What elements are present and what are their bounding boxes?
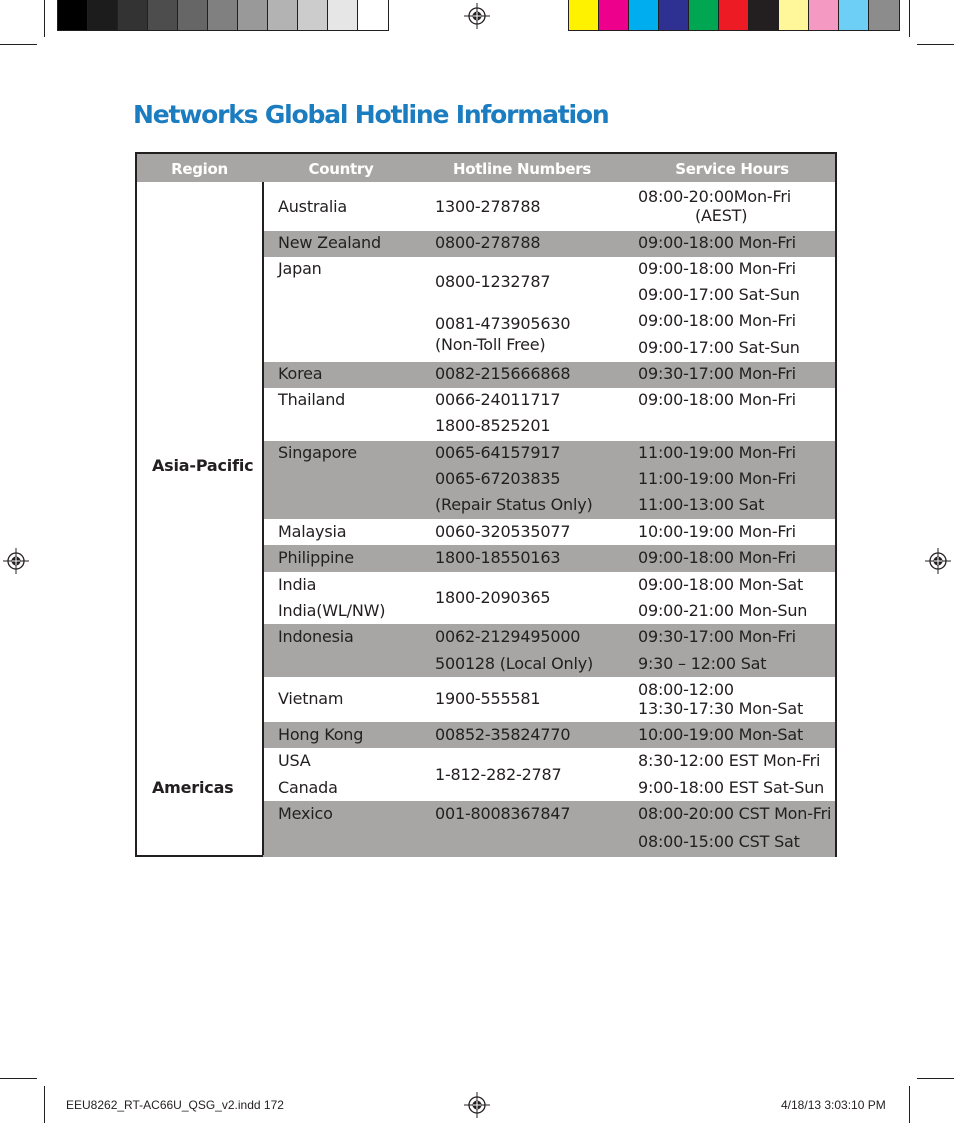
country-cell: Hong Kong (278, 725, 364, 744)
hotline-cell: 1900-555581 (435, 689, 541, 708)
hours-cell: 09:00-18:00 Mon-Fri (638, 311, 796, 330)
color-swatch (689, 0, 719, 30)
hotline-cell: (Non-Toll Free) (435, 335, 546, 354)
hotline-cell: 0062-2129495000 (435, 627, 581, 646)
hotline-cell: 0081-473905630 (435, 314, 571, 333)
footer-timestamp: 4/18/13 3:03:10 PM (781, 1098, 886, 1112)
hotline-cell: 0800-278788 (435, 233, 541, 252)
header-hotline: Hotline Numbers (453, 160, 591, 178)
crop-mark (44, 0, 45, 37)
hours-cell: 09:00-17:00 Sat-Sun (638, 285, 800, 304)
color-swatch (599, 0, 629, 30)
grayscale-color-bar (57, 0, 389, 31)
gray-swatch (358, 0, 388, 30)
country-cell: Japan (278, 259, 322, 278)
country-cell: India(WL/NW) (278, 601, 386, 620)
hotline-cell: 001-8008367847 (435, 804, 571, 823)
hours-cell: (AEST) (695, 206, 748, 225)
hotline-cell: 1800-18550163 (435, 548, 561, 567)
hours-cell: 8:30-12:00 EST Mon-Fri (638, 751, 821, 770)
hotline-cell: 1300-278788 (435, 197, 541, 216)
hotline-cell: 0800-1232787 (435, 272, 551, 291)
gray-swatch (328, 0, 358, 30)
hotline-cell: 0065-64157917 (435, 443, 561, 462)
registration-mark-icon (925, 548, 951, 574)
country-cell: Korea (278, 364, 323, 383)
process-color-bar (568, 0, 900, 31)
gray-swatch (178, 0, 208, 30)
header-country: Country (308, 160, 374, 178)
hotline-cell: 1800-8525201 (435, 416, 551, 435)
crop-mark (0, 1078, 37, 1079)
region-divider (262, 182, 264, 855)
hours-cell: 09:00-18:00 Mon-Fri (638, 233, 796, 252)
gray-swatch (238, 0, 268, 30)
color-swatch (659, 0, 689, 30)
hours-cell: 09:30-17:00 Mon-Fri (638, 627, 796, 646)
hours-cell: 08:00-20:00 CST Mon-Fri (638, 804, 832, 823)
page-title: Networks Global Hotline Information (133, 100, 609, 129)
region-americas: Americas (152, 778, 234, 797)
hours-cell: 11:00-19:00 Mon-Fri (638, 469, 796, 488)
hours-cell: 11:00-19:00 Mon-Fri (638, 443, 796, 462)
header-region: Region (171, 160, 228, 178)
gray-swatch (268, 0, 298, 30)
footer-file-info: EEU8262_RT-AC66U_QSG_v2.indd 172 (66, 1098, 284, 1112)
hours-cell: 08:00-20:00Mon-Fri (638, 187, 791, 206)
hotline-cell: 0066-24011717 (435, 390, 561, 409)
hotline-cell: 0065-67203835 (435, 469, 561, 488)
header-hours: Service Hours (675, 160, 789, 178)
country-cell: India (278, 575, 317, 594)
country-cell: USA (278, 751, 311, 770)
hours-cell: 09:00-18:00 Mon-Fri (638, 548, 796, 567)
gray-swatch (298, 0, 328, 30)
crop-mark (917, 1078, 954, 1079)
gray-swatch (88, 0, 118, 30)
country-cell: Philippine (278, 548, 354, 567)
region-asia-pacific: Asia-Pacific (152, 456, 254, 475)
country-cell: New Zealand (278, 233, 381, 252)
color-swatch (869, 0, 899, 30)
table-header (137, 154, 835, 182)
hours-cell: 09:00-18:00 Mon-Sat (638, 575, 804, 594)
hours-cell: 09:00-18:00 Mon-Fri (638, 390, 796, 409)
hours-cell: 13:30-17:30 Mon-Sat (638, 699, 804, 718)
gray-swatch (118, 0, 148, 30)
crop-mark (909, 1086, 910, 1123)
crop-mark (909, 0, 910, 37)
registration-mark-icon (3, 548, 29, 574)
crop-mark (44, 1086, 45, 1123)
hotline-cell: 1800-2090365 (435, 588, 551, 607)
registration-mark-icon (464, 3, 490, 29)
country-cell: Malaysia (278, 522, 347, 541)
country-cell: Mexico (278, 804, 333, 823)
hotline-cell: 0060-320535077 (435, 522, 571, 541)
color-swatch (719, 0, 749, 30)
registration-mark-icon (464, 1092, 490, 1118)
hotline-table (135, 152, 837, 857)
gray-swatch (58, 0, 88, 30)
country-cell: Thailand (278, 390, 346, 409)
gray-swatch (148, 0, 178, 30)
country-cell: Singapore (278, 443, 357, 462)
hours-cell: 10:00-19:00 Mon-Sat (638, 725, 804, 744)
hours-cell: 11:00-13:00 Sat (638, 495, 765, 514)
color-swatch (779, 0, 809, 30)
hotline-cell: 0082-215666868 (435, 364, 571, 383)
hours-cell: 9:30 – 12:00 Sat (638, 654, 767, 673)
country-cell: Canada (278, 778, 338, 797)
hours-cell: 10:00-19:00 Mon-Fri (638, 522, 796, 541)
color-swatch (809, 0, 839, 30)
hours-cell: 09:30-17:00 Mon-Fri (638, 364, 796, 383)
color-swatch (749, 0, 779, 30)
hotline-cell: 00852-35824770 (435, 725, 571, 744)
color-swatch (629, 0, 659, 30)
gray-swatch (208, 0, 238, 30)
hotline-cell: 1-812-282-2787 (435, 765, 562, 784)
color-swatch (839, 0, 869, 30)
hotline-cell: (Repair Status Only) (435, 495, 593, 514)
hours-cell: 9:00-18:00 EST Sat-Sun (638, 778, 825, 797)
hours-cell: 09:00-21:00 Mon-Sun (638, 601, 808, 620)
country-cell: Australia (278, 197, 347, 216)
country-cell: Vietnam (278, 689, 344, 708)
crop-mark (917, 44, 954, 45)
crop-mark (0, 44, 37, 45)
country-cell: Indonesia (278, 627, 354, 646)
hours-cell: 08:00-15:00 CST Sat (638, 832, 800, 851)
hours-cell: 09:00-17:00 Sat-Sun (638, 338, 800, 357)
hours-cell: 08:00-12:00 (638, 680, 734, 699)
color-swatch (569, 0, 599, 30)
hotline-cell: 500128 (Local Only) (435, 654, 594, 673)
hours-cell: 09:00-18:00 Mon-Fri (638, 259, 796, 278)
